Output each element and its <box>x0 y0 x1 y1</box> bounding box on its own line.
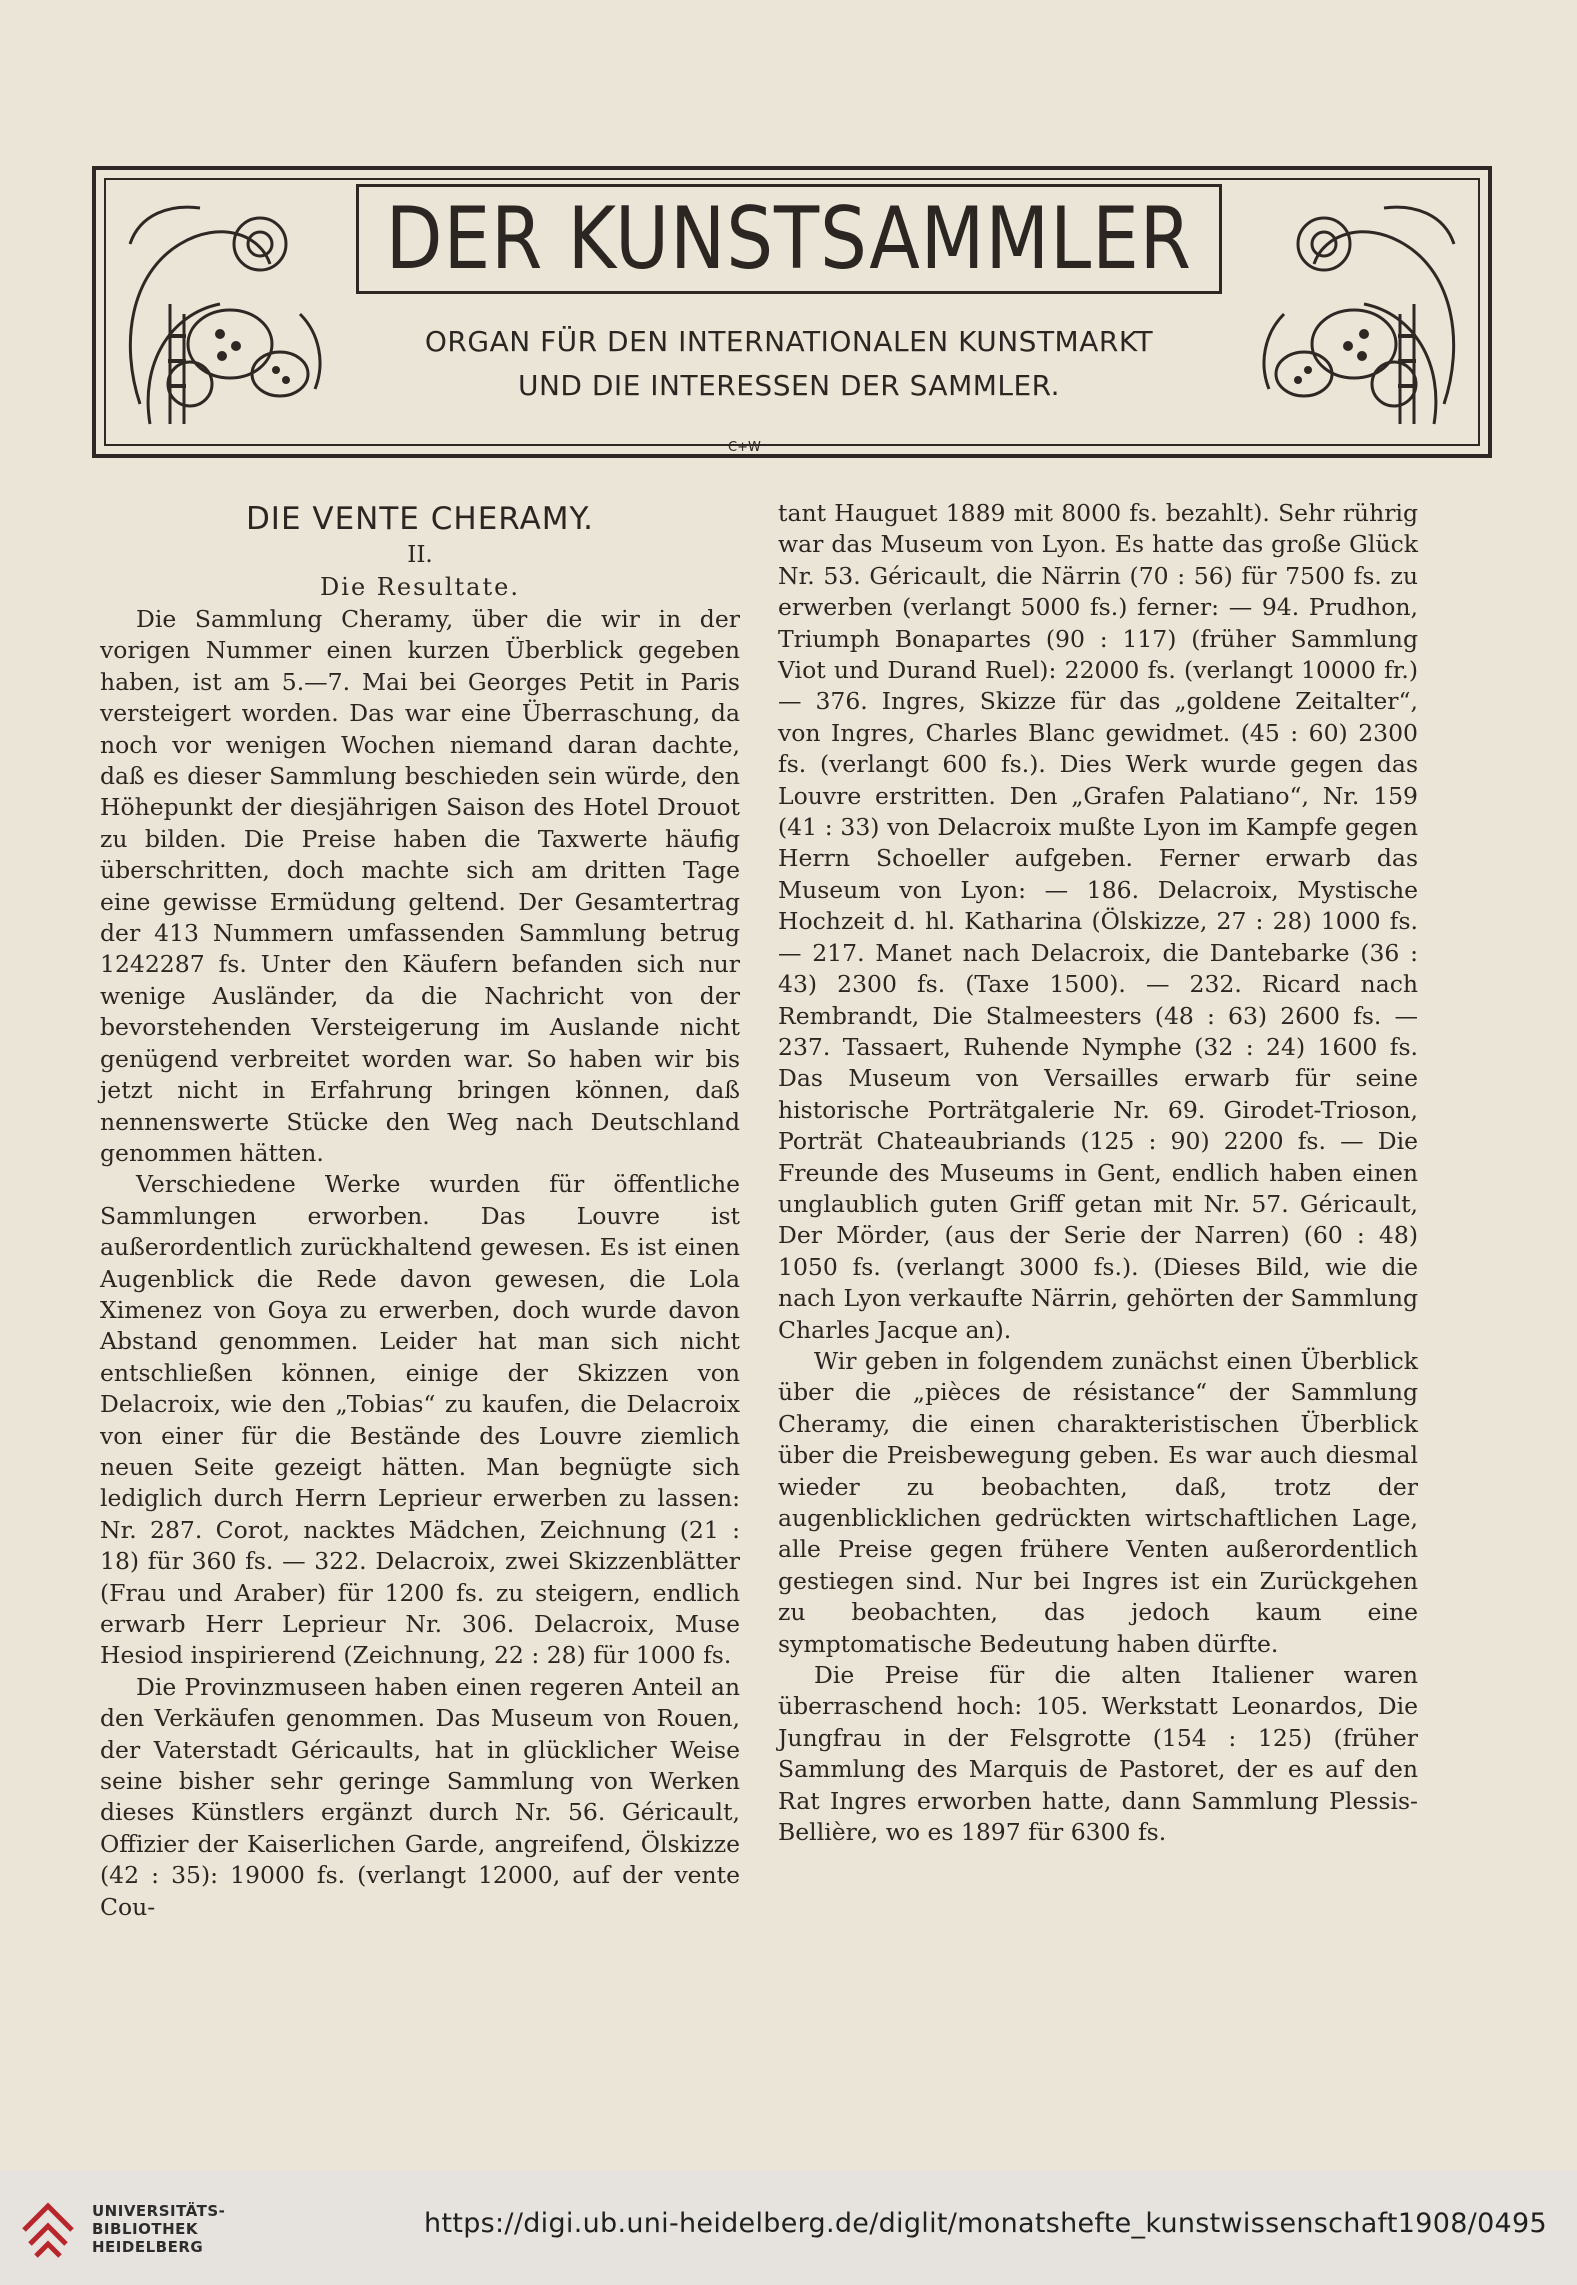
left-fruit-ornament-icon <box>110 184 340 434</box>
article-subheading: Die Resultate. <box>320 573 520 601</box>
article-heading: DIE VENTE CHERAMY. <box>245 501 595 537</box>
masthead-subtitle <box>356 320 1222 408</box>
paragraph: Die Sammlung Cheramy, über die wir in der vorigen Nummer einen kurzen Überblick gegeben haben, ist am 5.—7. Mai bei Georges Petit in Paris versteigert worden. Das war eine Überraschung, da noch vor wenigen Wochen niemand daran dachte, daß es dieser Sammlung beschieden sein würde, den Höhepunkt der diesjährigen Saison des Hotel Drouot zu bilden. Die Preise haben die Taxwerte häufig überschritten, doch machte sich am dritten Tage eine gewisse Ermüdung geltend. Der Gesamtertrag der 413 Nummern umfassenden Sammlung betrug 1242287 fs. Unter den Käufern befanden sich nur wenige Ausländer, da die Nachricht von der bevorstehenden Versteigerung im Auslande nicht genügend verbreitet worden war. So haben wir bis jetzt nicht in Erfahrung bringen können, daß nennenswerte Stücke den Weg nach Deutschland genommen hätten. <box>100 605 740 1167</box>
paragraph: Die Preise für die alten Italiener waren überraschend hoch: 105. Werkstatt Leonardos, Die Jungfrau in der Felsgrotte (154 : 125) (früher Sammlung des Marquis de Pastoret, der es auf den Rat Ingres erworben hatte, dann Sammlung Plessis-Bellière, wo es 1897 für 6300 fs. <box>778 1661 1418 1847</box>
left-column <box>100 498 740 1923</box>
masthead-title-box <box>356 184 1222 294</box>
paragraph: tant Hauguet 1889 mit 8000 fs. bezahlt). Sehr rührig war das Museum von Lyon. Es hatte das große Glück Nr. 53. Géricault, die Närrin (70 : 56) für 7500 fs. zu erwerben (verlangt 5000 fs.) ferner: — 94. Prudhon, Triumph Bonapartes (90 : 117) (früher Sammlung Viot und Durand Ruel): 22000 fs. (verlangt 10000 fr.) — 376. Ingres, Skizze für das „goldene Zeitalter“, von Ingres, Charles Blanc gewidmet. (45 : 60) 2300 fs. (verlangt 600 fs.). Dies Werk wurde gegen das Louvre erstritten. Den „Grafen Palatiano“, Nr. 159 (41 : 33) von Delacroix mußte Lyon im Kampfe gegen Herrn Schoeller aufgeben. Ferner erwarb das Museum von Lyon: — 186. Delacroix, Mystische Hochzeit d. hl. Katharina (Ölskizze, 27 : 28) 1000 fs. — 217. Manet nach Delacroix, die Dantebarke (36 : 43) 2300 fs. (Taxe 1500). — 232. Ricard nach Rembrandt, Die Stalmeesters (48 : 63) 2600 fs. — 237. Tassaert, Ruhende Nymphe (32 : 24) 1600 fs. Das Museum von Versailles erwarb für seine historische Porträtgalerie Nr. 69. Girodet-Trioson, Porträt Chateaubriands (125 : 90) 2200 fs. — Die Freunde des Museums in Gent, endlich haben einen unglaublich guten Griff getan mit Nr. 57. Géricault, Der Mörder, (aus der Serie der Narren) (60 : 48) 1050 fs. (verlangt 3000 fs.). (Dieses Bild, wie die nach Lyon verkaufte Närrin, gehörten der Sammlung Charles Jacque an). <box>778 499 1418 1344</box>
masthead <box>92 166 1492 458</box>
university-library-name <box>92 2202 225 2256</box>
logo-line: HEIDELBERG <box>92 2238 204 2256</box>
logo-line: BIBLIOTHEK <box>92 2220 198 2238</box>
article-part-number: II. <box>407 542 433 568</box>
masthead-subtitle-line2: UND DIE INTERESSEN DER SAMMLER. <box>517 369 1061 402</box>
paragraph: Wir geben in folgendem zunächst einen Überblick über die „pièces de résistance“ der Sammlung Cheramy, die einen charakteristischen Überblick über die Preisbewegung geben. Es war auch diesmal wieder zu beobachten, daß, trotz der augenblicklichen gedrückten wirtschaftlichen Lage, alle Preise gegen frühere Venten außerordentlich gestiegen sind. Nur bei Ingres ist ein Zurückgehen zu beobachten, das jedoch kaum eine symptomatische Bedeutung haben dürfte. <box>778 1346 1418 1658</box>
masthead-title: DER KUNSTSAMMLER <box>385 189 1193 289</box>
artist-monogram: C+W <box>728 440 761 455</box>
right-column <box>778 498 1418 1848</box>
logo-line: UNIVERSITÄTS- <box>92 2202 226 2220</box>
footer-bar <box>0 2170 1577 2285</box>
masthead-subtitle-line1: ORGAN FÜR DEN INTERNATIONALEN KUNSTMARKT <box>424 325 1154 358</box>
permalink-url[interactable]: https://digi.ub.uni-heidelberg.de/diglit/monatshefte_kunstwissenschaft1908/0495 <box>424 2208 1547 2239</box>
paragraph: Verschiedene Werke wurden für öffentliche Sammlungen erworben. Das Louvre ist außerordentlich zurückhaltend gewesen. Es ist einen Augenblick die Rede davon gewesen, die Lola Ximenez von Goya zu erwerben, doch wurde davon Abstand genommen. Leider hat man sich nicht entschließen können, einige der Skizzen von Delacroix, wie den „Tobias“ zu kaufen, die Delacroix von einer für die Bestände des Louvre ziemlich neuen Seite gezeigt hätten. Man begnügte sich lediglich durch Herrn Leprieur erwerben zu lassen: Nr. 287. Corot, nacktes Mädchen, Zeichnung (21 : 18) für 360 fs. — 322. Delacroix, zwei Skizzenblätter (Frau und Araber) für 1200 fs. zu steigern, endlich erwarb Herr Leprieur Nr. 306. Delacroix, Muse Hesiod inspirierend (Zeichnung, 22 : 28) für 1000 fs. <box>100 1170 740 1670</box>
right-fruit-ornament-icon <box>1244 184 1474 434</box>
university-library-logo-icon[interactable] <box>18 2190 80 2260</box>
paragraph: Die Provinzmuseen haben einen regeren Anteil an den Verkäufen genommen. Das Museum von Rouen, der Vaterstadt Géricaults, hat in glücklicher Weise seine bisher sehr geringe Sammlung von Werken dieses Künstlers ergänzt durch Nr. 56. Géricault, Offizier der Kaiserlichen Garde, angreifend, Ölskizze (42 : 35): 19000 fs. (verlangt 12000, auf der vente Cou- <box>100 1672 740 1921</box>
